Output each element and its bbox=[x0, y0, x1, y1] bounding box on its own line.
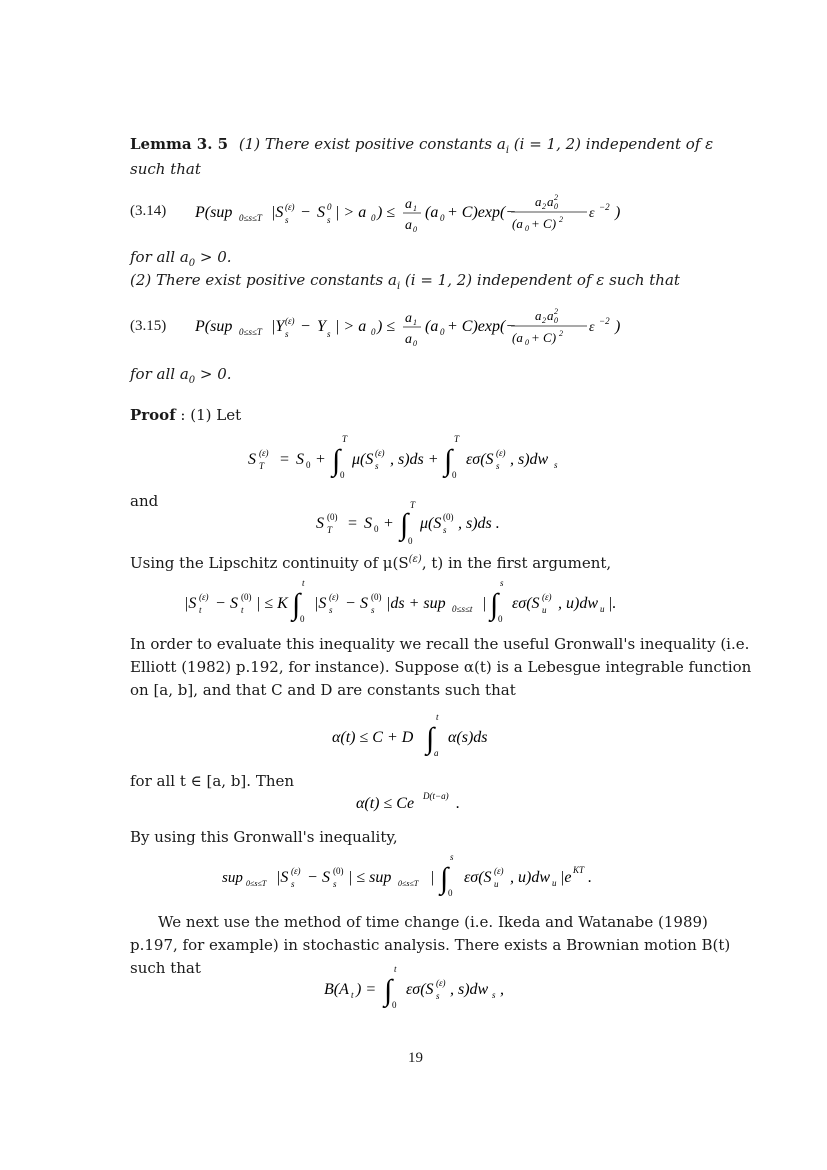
svg-text:=: = bbox=[280, 451, 290, 468]
svg-text:, s)dw: , s)dw bbox=[510, 451, 549, 468]
svg-text:|Y: |Y bbox=[271, 318, 285, 335]
svg-text:∫: ∫ bbox=[490, 588, 499, 621]
equation-s-t-epsilon bbox=[240, 432, 620, 484]
paragraph2-line1: We next use the method of time change (i.e. Ikeda and Watanabe (1989) bbox=[158, 913, 708, 931]
svg-text:−: − bbox=[308, 869, 318, 886]
svg-text:s: s bbox=[285, 329, 289, 339]
svg-text:): ) bbox=[615, 204, 621, 221]
equation-s-t-zero bbox=[310, 500, 550, 552]
svg-text:S: S bbox=[316, 515, 324, 532]
svg-text:0: 0 bbox=[371, 213, 376, 223]
paragraph1-line3: on [a, b], and that C and D are constants such that bbox=[130, 681, 516, 699]
svg-text:t: t bbox=[436, 712, 439, 722]
svg-text:S: S bbox=[296, 451, 304, 468]
svg-text:|S: |S bbox=[271, 204, 284, 221]
svg-text:s: s bbox=[450, 852, 454, 862]
svg-text:(ε): (ε) bbox=[542, 592, 552, 602]
forall1-text: for all a bbox=[130, 248, 189, 266]
svg-text:(ε): (ε) bbox=[291, 866, 301, 876]
svg-text:0: 0 bbox=[498, 614, 503, 624]
equation-3-15-svg bbox=[195, 304, 655, 350]
proof-intro-line bbox=[130, 404, 241, 426]
svg-text:∫: ∫ bbox=[426, 722, 435, 755]
svg-text:(ε): (ε) bbox=[494, 866, 504, 876]
forall2-text: for all a bbox=[130, 365, 189, 383]
svg-text:(ε): (ε) bbox=[285, 316, 295, 326]
svg-text:s: s bbox=[554, 460, 558, 470]
svg-text:, s)ds .: , s)ds . bbox=[458, 515, 500, 532]
svg-text:t: t bbox=[241, 605, 244, 615]
svg-text:(ε): (ε) bbox=[199, 592, 209, 602]
equation-3-14 bbox=[195, 190, 655, 234]
lemma-part2-text: (2) There exist positive constants a bbox=[130, 271, 397, 289]
svg-text:|: | bbox=[482, 595, 487, 612]
svg-text:S: S bbox=[322, 869, 330, 886]
svg-text:0: 0 bbox=[554, 202, 558, 211]
svg-text:∫: ∫ bbox=[292, 588, 301, 621]
paragraph2-line3: such that bbox=[130, 959, 201, 977]
page-number: 19 bbox=[408, 1050, 423, 1066]
svg-text:s: s bbox=[327, 329, 331, 339]
svg-text:εσ(S: εσ(S bbox=[406, 981, 434, 998]
svg-text:0: 0 bbox=[413, 339, 417, 348]
equation-sup-svg bbox=[218, 852, 638, 900]
svg-text:μ(S: μ(S bbox=[420, 515, 442, 532]
svg-text:(a: (a bbox=[425, 318, 439, 335]
svg-text:a: a bbox=[535, 308, 542, 323]
equation-brownian-time-change bbox=[320, 962, 560, 1022]
svg-text:+ C): + C) bbox=[531, 216, 557, 231]
paragraph2-line2: p.197, for example) in stochastic analysis. There exists a Brownian motion B(t) bbox=[130, 936, 731, 954]
svg-text:0≤s≤T: 0≤s≤T bbox=[239, 327, 262, 337]
paragraph1-line2: Elliott (1982) p.192, for instance). Suppose α(t) is a Lebesgue integrable function bbox=[130, 658, 752, 676]
svg-text:0: 0 bbox=[440, 327, 445, 337]
lemma-part1-rest: (i = 1, 2) independent of ε bbox=[509, 135, 714, 153]
svg-text:): ) bbox=[615, 318, 621, 335]
svg-text:, u)dw: , u)dw bbox=[558, 595, 598, 612]
svg-text:T: T bbox=[410, 500, 416, 510]
svg-text:+ C): + C) bbox=[531, 330, 557, 345]
svg-text:0: 0 bbox=[300, 614, 305, 624]
svg-text:s: s bbox=[371, 605, 375, 615]
svg-text:| ≤ K: | ≤ K bbox=[256, 595, 288, 612]
svg-text:εσ(S: εσ(S bbox=[466, 451, 494, 468]
svg-text:|ds + sup: |ds + sup bbox=[386, 595, 446, 612]
svg-text:(a: (a bbox=[425, 204, 439, 221]
svg-text:S: S bbox=[360, 595, 368, 612]
svg-text:2: 2 bbox=[554, 193, 558, 202]
svg-text:−: − bbox=[301, 204, 311, 221]
svg-text:a: a bbox=[405, 197, 412, 212]
svg-text:+ C)exp(−: + C)exp(− bbox=[447, 204, 517, 221]
forall1-tail: > 0. bbox=[195, 248, 232, 266]
svg-text:α(s)ds: α(s)ds bbox=[448, 729, 488, 746]
svg-text:(ε): (ε) bbox=[496, 448, 506, 458]
svg-text:sup: sup bbox=[222, 870, 243, 886]
svg-text:u: u bbox=[600, 604, 605, 614]
svg-text:∫: ∫ bbox=[332, 444, 341, 477]
proof-heading: Proof bbox=[130, 406, 176, 424]
svg-text:) =: ) = bbox=[356, 981, 377, 998]
lemma-statement-line1 bbox=[130, 133, 713, 162]
svg-text:t: t bbox=[351, 990, 354, 1000]
svg-text:|S: |S bbox=[314, 595, 327, 612]
svg-text:1: 1 bbox=[413, 204, 417, 213]
forall2-tail: > 0. bbox=[195, 365, 232, 383]
svg-text:(ε): (ε) bbox=[285, 202, 295, 212]
svg-text:(ε): (ε) bbox=[436, 978, 446, 988]
lemma-part1-text: (1) There exist positive constants a bbox=[238, 135, 506, 153]
svg-text:0: 0 bbox=[413, 225, 417, 234]
svg-text:t: t bbox=[302, 578, 305, 588]
svg-text:,: , bbox=[500, 981, 504, 998]
equation-lipschitz-svg bbox=[180, 578, 660, 626]
svg-text:.: . bbox=[456, 795, 460, 812]
svg-text:S: S bbox=[317, 204, 325, 221]
svg-text:P(sup: P(sup bbox=[195, 204, 233, 221]
svg-text:0: 0 bbox=[448, 888, 453, 898]
forall-a0-line2: for all $a_0 > 0$. bbox=[130, 365, 232, 386]
svg-text:T: T bbox=[259, 461, 265, 471]
lemma-part2-line bbox=[130, 269, 680, 298]
svg-text:KT: KT bbox=[573, 865, 585, 875]
svg-text:) ≤: ) ≤ bbox=[377, 204, 396, 221]
svg-text:∫: ∫ bbox=[444, 444, 453, 477]
equation-alpha-inequality bbox=[328, 712, 528, 764]
svg-text:α(t) ≤ Ce: α(t) ≤ Ce bbox=[356, 795, 415, 812]
svg-text:+ C)exp(−: + C)exp(− bbox=[447, 318, 517, 335]
svg-text:a: a bbox=[405, 311, 412, 326]
svg-text:−2: −2 bbox=[599, 202, 610, 212]
svg-text:, u)dw: , u)dw bbox=[510, 869, 550, 886]
svg-text:S: S bbox=[364, 515, 372, 532]
svg-text:D(t−a): D(t−a) bbox=[423, 791, 449, 801]
svg-text:s: s bbox=[327, 215, 331, 225]
svg-text:|S: |S bbox=[276, 869, 289, 886]
svg-text:0: 0 bbox=[440, 213, 445, 223]
svg-text:−: − bbox=[301, 318, 311, 335]
svg-text:2: 2 bbox=[554, 307, 558, 316]
svg-text:0: 0 bbox=[525, 338, 529, 347]
svg-text:+: + bbox=[316, 451, 326, 468]
forall-a0-line1: for all $a_0 > 0$. bbox=[130, 248, 232, 269]
svg-text:s: s bbox=[436, 991, 440, 1001]
lipschitz-line: Using the Lipschitz continuity of $\mu(S^{(\varepsilon)}$, t) in the first argument, bbox=[130, 554, 612, 572]
svg-text:(0): (0) bbox=[443, 512, 454, 522]
svg-text:s: s bbox=[496, 461, 500, 471]
svg-text:s: s bbox=[443, 525, 447, 535]
svg-text:|: | bbox=[430, 869, 435, 886]
svg-text:0: 0 bbox=[340, 470, 345, 480]
svg-text:ε: ε bbox=[589, 320, 595, 335]
svg-text:2: 2 bbox=[542, 202, 546, 211]
svg-text:0: 0 bbox=[392, 1000, 397, 1010]
equation-brownian-svg bbox=[320, 962, 560, 1018]
svg-text:(0): (0) bbox=[333, 866, 344, 876]
lemma-part1-sub: i bbox=[505, 145, 510, 156]
svg-text:0≤s≤t: 0≤s≤t bbox=[452, 604, 473, 614]
svg-text:2: 2 bbox=[559, 329, 563, 338]
lipschitz-tail: , t) in the first argument, bbox=[421, 554, 612, 572]
svg-text:0: 0 bbox=[327, 202, 332, 212]
svg-text:Y: Y bbox=[317, 318, 326, 335]
svg-text:| > a: | > a bbox=[335, 204, 367, 221]
svg-text:0≤s≤T: 0≤s≤T bbox=[246, 879, 267, 888]
svg-text:T: T bbox=[342, 434, 348, 444]
svg-text:a: a bbox=[547, 194, 554, 209]
svg-text:1: 1 bbox=[413, 318, 417, 327]
svg-text:0: 0 bbox=[374, 524, 379, 534]
svg-text:B(A: B(A bbox=[324, 981, 349, 998]
svg-text:α(t) ≤ C + D: α(t) ≤ C + D bbox=[332, 729, 414, 746]
svg-text:∫: ∫ bbox=[384, 974, 393, 1007]
svg-text:, s)dw: , s)dw bbox=[450, 981, 489, 998]
svg-text:a: a bbox=[547, 308, 554, 323]
svg-text:∫: ∫ bbox=[400, 508, 409, 541]
svg-text:(a: (a bbox=[512, 330, 523, 345]
svg-text:S: S bbox=[248, 451, 256, 468]
svg-text:(0): (0) bbox=[371, 592, 382, 602]
svg-text:εσ(S: εσ(S bbox=[464, 869, 492, 886]
and-word: and bbox=[130, 492, 159, 510]
svg-text:0: 0 bbox=[408, 536, 413, 546]
equation-sup-inequality bbox=[218, 852, 638, 904]
svg-text:s: s bbox=[329, 605, 333, 615]
equation-alpha-svg bbox=[328, 712, 528, 760]
svg-text:−: − bbox=[346, 595, 356, 612]
svg-text:(ε): (ε) bbox=[329, 592, 339, 602]
svg-text:|S: |S bbox=[184, 595, 197, 612]
svg-text:) ≤: ) ≤ bbox=[377, 318, 396, 335]
svg-text:| ≤ sup: | ≤ sup bbox=[348, 869, 392, 886]
svg-text:0: 0 bbox=[525, 224, 529, 233]
svg-text:−: − bbox=[216, 595, 226, 612]
svg-text:t: t bbox=[199, 605, 202, 615]
svg-text:2: 2 bbox=[559, 215, 563, 224]
lemma-statement-line2: such that bbox=[130, 160, 201, 178]
svg-text:εσ(S: εσ(S bbox=[512, 595, 540, 612]
svg-text:s: s bbox=[500, 578, 504, 588]
proof-intro: : (1) Let bbox=[175, 406, 242, 424]
svg-text:0: 0 bbox=[554, 316, 558, 325]
svg-text:a: a bbox=[434, 748, 439, 758]
equation-s-t-zero-svg bbox=[310, 500, 550, 548]
lipschitz-text: Using the Lipschitz continuity of μ(S bbox=[130, 554, 409, 572]
svg-text:a: a bbox=[535, 194, 542, 209]
paragraph1-line1: In order to evaluate this inequality we recall the useful Gronwall's inequality (i.e. bbox=[130, 635, 750, 653]
svg-text:a: a bbox=[405, 218, 412, 233]
svg-text:(ε): (ε) bbox=[259, 448, 269, 458]
lemma-part2-sub: i bbox=[396, 281, 401, 292]
svg-text:∫: ∫ bbox=[440, 862, 449, 895]
svg-text:u: u bbox=[552, 878, 557, 888]
forall-t-line: for all t ∈ [a, b]. Then bbox=[130, 772, 295, 790]
svg-text:s: s bbox=[492, 990, 496, 1000]
equation-3-15 bbox=[195, 304, 655, 350]
svg-text:u: u bbox=[494, 879, 499, 889]
svg-text:s: s bbox=[285, 215, 289, 225]
svg-text:t: t bbox=[394, 964, 397, 974]
svg-text:+: + bbox=[384, 515, 394, 532]
svg-text:0≤s≤T: 0≤s≤T bbox=[398, 879, 419, 888]
svg-text:|e: |e bbox=[560, 869, 572, 886]
svg-text:0: 0 bbox=[371, 327, 376, 337]
svg-text:S: S bbox=[230, 595, 238, 612]
svg-text:s: s bbox=[333, 879, 337, 889]
svg-text:P(sup: P(sup bbox=[195, 318, 233, 335]
by-gronwall-line: By using this Gronwall's inequality, bbox=[130, 828, 398, 846]
svg-text:T: T bbox=[454, 434, 460, 444]
svg-text:=: = bbox=[348, 515, 358, 532]
equation-gronwall-result bbox=[352, 786, 472, 820]
lemma-part2-rest: (i = 1, 2) independent of ε such that bbox=[400, 271, 680, 289]
equation-number-3-15: (3.15) bbox=[130, 318, 167, 334]
equation-3-14-svg bbox=[195, 190, 655, 236]
svg-text:a: a bbox=[405, 332, 412, 347]
svg-text:(ε): (ε) bbox=[375, 448, 385, 458]
svg-text:2: 2 bbox=[542, 316, 546, 325]
svg-text:μ(S: μ(S bbox=[352, 451, 374, 468]
svg-text:s: s bbox=[375, 461, 379, 471]
lemma-heading: Lemma 3. 5 bbox=[130, 135, 229, 153]
svg-text:(a: (a bbox=[512, 216, 523, 231]
svg-text:, s)ds +: , s)ds + bbox=[390, 451, 439, 468]
svg-text:0≤s≤T: 0≤s≤T bbox=[239, 213, 262, 223]
svg-text:(0): (0) bbox=[241, 592, 252, 602]
svg-text:T: T bbox=[327, 525, 333, 535]
svg-text:(0): (0) bbox=[327, 512, 338, 522]
svg-text:|.: |. bbox=[608, 595, 617, 612]
svg-text:0: 0 bbox=[306, 460, 311, 470]
svg-text:| > a: | > a bbox=[335, 318, 367, 335]
svg-text:.: . bbox=[588, 869, 592, 886]
equation-lipschitz-inequality bbox=[180, 578, 660, 630]
svg-text:s: s bbox=[291, 879, 295, 889]
equation-s-t-epsilon-svg bbox=[240, 432, 620, 480]
equation-number-3-14: (3.14) bbox=[130, 203, 167, 219]
svg-text:−2: −2 bbox=[599, 316, 610, 326]
svg-text:ε: ε bbox=[589, 206, 595, 221]
svg-text:u: u bbox=[542, 605, 547, 615]
equation-gronwall-result-svg bbox=[352, 786, 472, 816]
svg-text:0: 0 bbox=[452, 470, 457, 480]
